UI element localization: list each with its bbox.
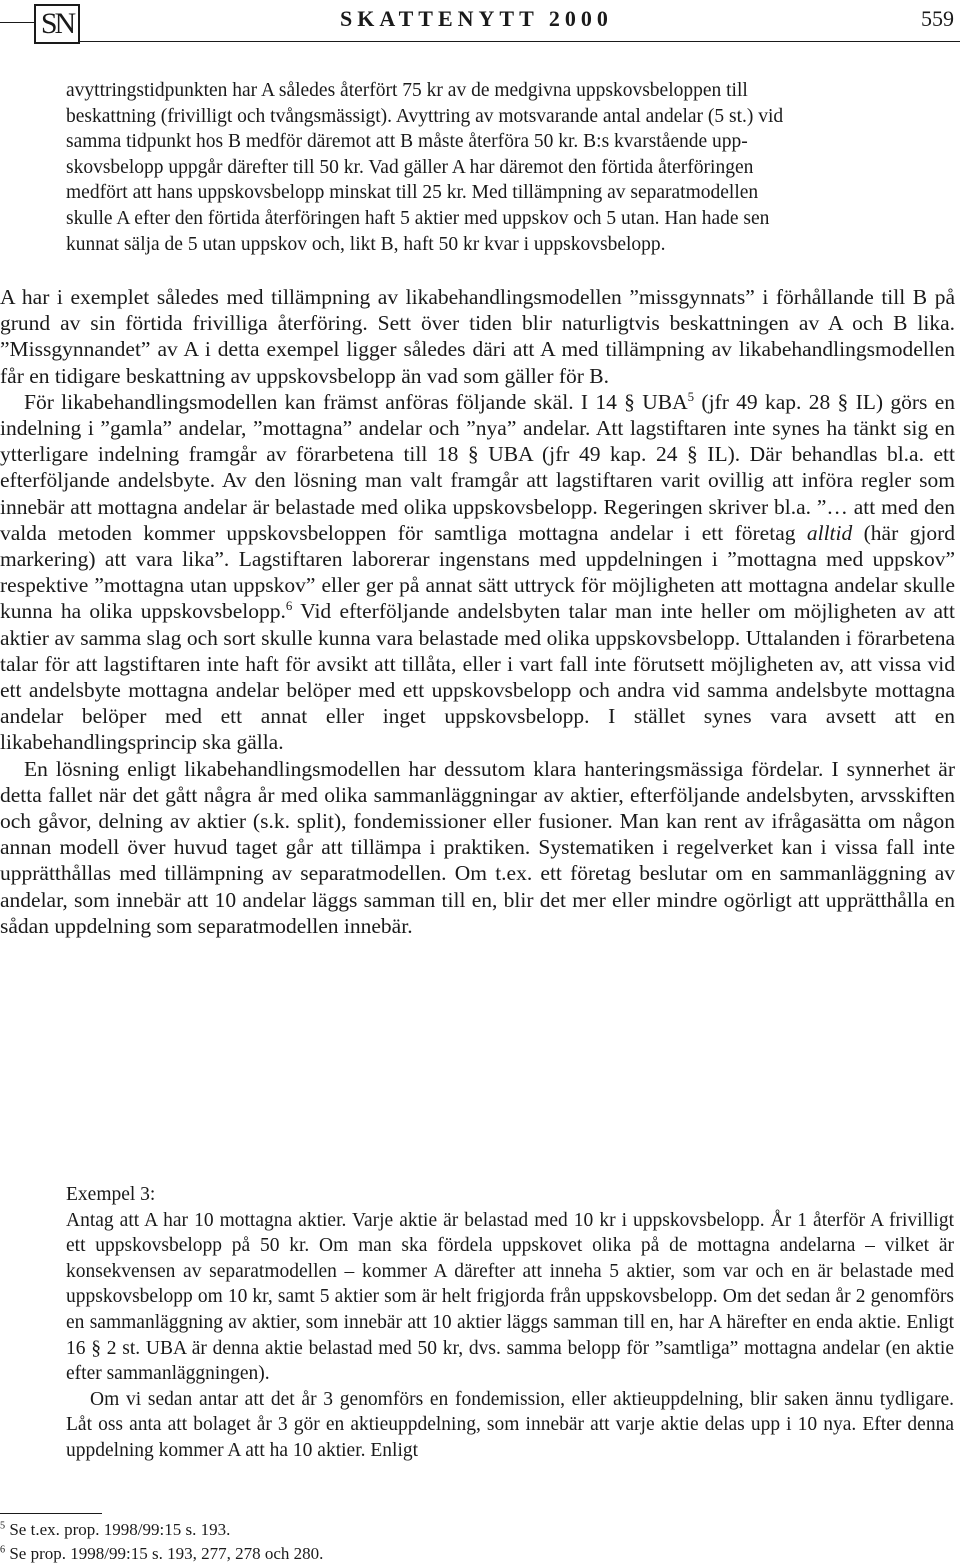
page-number: 559 xyxy=(921,6,954,31)
example-heading: Exempel 3: xyxy=(66,1184,156,1205)
footnote xyxy=(0,1520,230,1540)
paragraph: En lösning enligt likabehandlingsmodellen har dessutom klara hanteringsmässiga fördelar. I synnerhet är detta fallet när det gått några år med olika sammanläggningar av aktier, efterföljande andelsbyten, arvsskiften och gåvor, delning av aktier (s.k. split), fondemissioner eller fusioner. Man kan rent av ifrågasätta om någon annan modell över huvud taget går att tillämpa i praktiken. Systematiken i regelverket kan i vissa fall inte upprätthållas med tillämpning av separatmodellen. Om t.ex. ett företag beslutar om en sammanläggning av andelar, som innebär att 10 andelar läggs samman till en, blir det mer eller mindre ogörligt att upprätthålla en sådan uppdelning som separatmodellen innebär. xyxy=(0,756,955,938)
page-header xyxy=(0,0,960,46)
paragraph-text: För likabehandlingsmodellen kan främst anföras följande skäl. I 14 § UBA xyxy=(24,389,688,414)
text-line: skulle A efter den förtida återföringen haft 5 aktier med uppskov och 5 utan. Han hade sen xyxy=(66,207,770,229)
example-continuation: Om vi sedan antar att det år 3 genomförs en fondemission, eller aktieuppdelning, blir saken ännu tydligare. Låt oss anta att bolaget år 3 gör en aktieuppdelning, som innebär att varje aktie delas upp i 10 nya. Efter denna uppdelning kommer A att ha 10 aktier. Enligt xyxy=(66,1388,954,1461)
paragraph-text: Vid efterföljande andelsbyten talar man inte heller om möjligheten av att aktier av samma slag och sort skulle kunna vara belastade med olika uppskovsbelopp. Uttalanden i förarbetena talar för att lagstiftaren inte haft för avsikt att tillåta, eller i vart fall inte förutsett möjligheten av, att vissa vid ett andelsbyte mottagna andelar belöper med ett uppskovsbelopp och andra vid samma andelsbyte mottagna andelar belöper med ett annat eller inget uppskovsbelopp. I stället synes vara avsett att en likabehandlingsprincip ska gälla. xyxy=(0,599,955,755)
footnote-number: 5 xyxy=(0,1520,6,1532)
text-line: avyttringstidpunkten har A således återfört 75 kr av de medgivna uppskovsbeloppen till xyxy=(66,80,748,101)
text-line: medfört att hans uppskovsbelopp minskat till 25 kr. Med tillämpning av separatmodellen xyxy=(66,182,759,204)
text-line: kunnat sälja de 5 utan uppskov och, likt B, haft 50 kr kvar i uppskovsbelopp. xyxy=(66,233,666,255)
example-continuation-block xyxy=(66,78,954,257)
footnote-text: Se t.ex. prop. 1998/99:15 s. 193. xyxy=(5,1520,231,1539)
footnote-ref: 6 xyxy=(285,599,293,614)
example-body: Antag att A har 10 mottagna aktier. Varje aktie är belastad med 10 kr i uppskovsbelopp. År 1 återför A frivilligt ett uppskovsbelopp på 50 kr. Om man ska fördela uppskovet olika på de mottagna andelarna – vilket är konsekvensen av separatmodellen – kommer A därefter att inneha 5 aktier, som var och en är belastade med uppskovsbelopp om 10 kr, samt 5 aktier som är helt frigjorda från uppskovsbelopp. Om det sedan år 2 genomförs en sammanläggning av aktier, som innebär att 10 aktier läggs samman till en, har A härefter en enda aktie. Enligt 16 § 2 st. UBA är denna aktie belastad med 50 kr, dvs. samma belopp för ”samtliga” mottagna andelar (en aktie efter sammanläggningen). xyxy=(66,1209,954,1385)
footnote-number: 6 xyxy=(0,1544,6,1556)
footnote xyxy=(0,1544,323,1564)
footnote-rule xyxy=(0,1513,102,1514)
footnote-ref: 5 xyxy=(687,389,695,404)
journal-logo: SN xyxy=(34,4,80,44)
header-rule-left xyxy=(0,22,34,23)
paragraph-text: (här gjord markering) att vara lika”. Lagstiftaren laborerar ingenstans med uppdelningen i ”mottagna med uppskov” respektive ”mottagna utan uppskov” eller ger på annat sätt uttryck för möjligheten att mottagna andelar skulle kunna ha olika uppskovsbelopp. xyxy=(0,520,955,624)
text-line: skovsbelopp uppgår därefter till 50 kr. Vad gäller A har däremot den förtida återföringen xyxy=(66,156,754,178)
example-block xyxy=(66,1182,954,1464)
text-line: beskattning (frivilligt och tvångsmässigt). Avyttring av motsvarande antal andelar (5 st.) vid xyxy=(66,105,784,127)
body-paragraphs xyxy=(0,284,955,939)
paragraph xyxy=(0,389,955,756)
journal-title: SKATTENYTT 2000 xyxy=(340,6,613,31)
text-line: samma tidpunkt hos B medför däremot att B måste återföra 50 kr. B:s kvarstående upp- xyxy=(66,131,748,153)
header-rule xyxy=(80,41,960,42)
footnote-text: Se prop. 1998/99:15 s. 193, 277, 278 och 280. xyxy=(5,1544,324,1563)
emphasis: alltid xyxy=(806,520,853,545)
paragraph-text: (jfr 49 kap. 28 § IL) görs en indelning i ”gamla” andelar, ”mottagna” andelar och ”nya” andelar. Att lagstiftaren inte synes ha tänkt sig en ytterligare indelning framgår av förarbetena till 18 § UBA (jfr 49 kap. 24 § IL). Där behandlas bl.a. ett efterföljande andelsbyte. Av den lösning man valt framgår att lagstiftaren varit ovillig att införa regler som innebär att mottagna andelar är belastade med olika uppskovsbelopp. Regeringen skriver bl.a. ”… att med den valda metoden kommer uppskovsbeloppen för samtliga mottagna andelar i ett företag xyxy=(0,389,955,545)
paragraph: A har i exemplet således med tillämpning av likabehandlingsmodellen ”missgynnats” i förhållande till B på grund av sin förtida frivilliga återföring. Sett över tiden blir naturligtvis beskattningen av A och B lika. ”Missgynnandet” av A i detta exempel ligger således däri att A med tillämpning av likabehandlingsmodellen får en tidigare beskattning av uppskovsbelopp än vad som gäller för B. xyxy=(0,285,955,388)
